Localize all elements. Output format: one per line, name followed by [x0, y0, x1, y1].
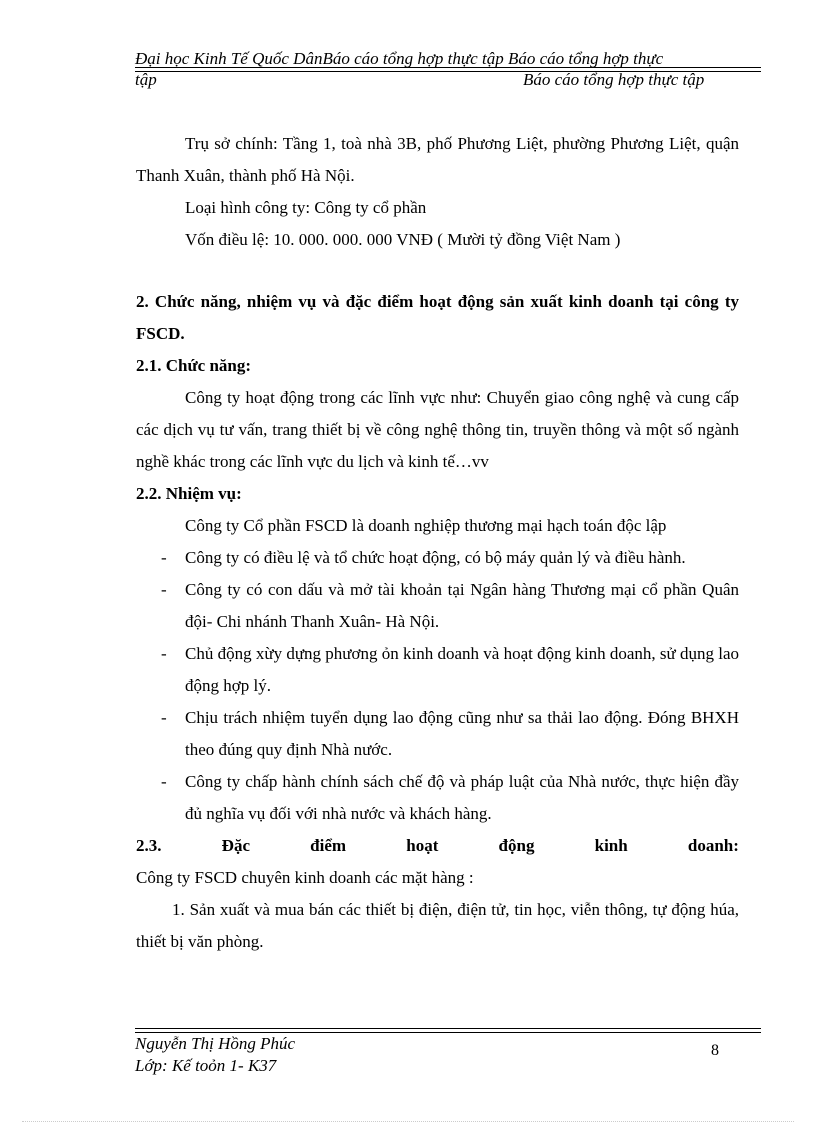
list-item: [136, 542, 739, 574]
header-title-continuation: tập: [135, 70, 157, 89]
list-item-text: Chịu trách nhiệm tuyển dụng lao động cũng như sa thải lao động. Đóng BHXH theo đúng quy định Nhà nước.: [185, 708, 739, 759]
footer-class: Lớp: Kế toỏn 1- K37: [135, 1056, 277, 1075]
footer-author-name: Nguyễn Thị Hồng Phúc: [135, 1034, 296, 1053]
duties-intro-paragraph: Công ty Cổ phần FSCD là doanh nghiệp thương mại hạch toán độc lập: [185, 516, 667, 535]
paragraph-gap: [136, 256, 739, 286]
heading-word: kinh: [594, 836, 628, 855]
page-edge-divider: [22, 1121, 794, 1122]
heading-word: 2.3.: [136, 836, 162, 855]
bullet-dash: -: [161, 644, 167, 663]
section-2-1-heading: 2.1. Chức năng:: [136, 356, 252, 375]
section-2-3-heading: [136, 830, 739, 862]
heading-word: Đặc: [221, 836, 250, 855]
business-intro-paragraph: Công ty FSCD chuyên kinh doanh các mặt hàng :: [136, 868, 474, 887]
functions-paragraph: Công ty hoạt động trong các lĩnh vực như: Chuyển giao công nghệ và cung cấp các dịch vụ tư vấn, trang thiết bị về công nghệ thông tin, truyền thông và một số ngành nghề khác trong các lĩnh vực du lịch và kinh tế…vv: [136, 388, 739, 471]
list-item: [136, 702, 739, 766]
heading-word: doanh:: [687, 836, 739, 855]
bullet-dash: -: [161, 548, 167, 567]
list-item-text: Công ty có điều lệ và tổ chức hoạt động, có bộ máy quản lý và điều hành.: [185, 548, 686, 567]
header-title-line: Đại học Kinh Tế Quốc DânBáo cáo tổng hợp thực tập Báo cáo tổng hợp thực: [135, 49, 664, 68]
list-item: [136, 638, 739, 702]
list-item: [136, 766, 739, 830]
list-item-text: Công ty chấp hành chính sách chế độ và pháp luật của Nhà nước, thực hiện đầy đủ nghĩa vụ đối với nhà nước và khách hàng.: [185, 772, 739, 823]
section-2-2-heading: 2.2. Nhiệm vụ:: [136, 484, 242, 503]
list-item-text: Công ty có con dấu và mở tài khoản tại Ngân hàng Thương mại cổ phần Quân đội- Chi nhánh Thanh Xuân- Hà Nội.: [185, 580, 739, 631]
heading-word: điểm: [310, 836, 347, 855]
page-number: 8: [711, 1042, 719, 1059]
heading-word: hoạt: [406, 836, 439, 855]
header-report-title: Báo cáo tổng hợp thực tập: [523, 70, 705, 89]
bullet-dash: -: [161, 580, 167, 599]
business-item-1: 1. Sản xuất và mua bán các thiết bị điện, điện tử, tin học, viễn thông, tự động húa, thiết bị văn phòng.: [136, 900, 739, 951]
heading-word: động: [498, 836, 535, 855]
bullet-dash: -: [161, 772, 167, 791]
footer-rule-top: [135, 1028, 761, 1029]
headquarters-paragraph: Trụ sở chính: Tầng 1, toà nhà 3B, phố Phương Liệt, phường Phương Liệt, quận Thanh Xuân, thành phố Hà Nội.: [136, 134, 739, 185]
list-item-text: Chủ động xừy dựng phương ỏn kinh doanh và hoạt động kinh doanh, sử dụng lao động hợp lý.: [185, 644, 739, 695]
header-rule-top: [135, 67, 761, 68]
bullet-dash: -: [161, 708, 167, 727]
section-2-heading: 2. Chức năng, nhiệm vụ và đặc điểm hoạt động sản xuất kinh doanh tại công ty FSCD.: [136, 292, 739, 343]
footer-rule-bottom: [135, 1032, 761, 1033]
company-type-paragraph: Loại hình công ty: Công ty cổ phần: [185, 198, 427, 217]
duties-list: [136, 542, 739, 830]
document-body: [136, 128, 739, 958]
capital-paragraph: Vốn điều lệ: 10. 000. 000. 000 VNĐ ( Mười tỷ đồng Việt Nam ): [185, 230, 621, 249]
list-item: [136, 574, 739, 638]
